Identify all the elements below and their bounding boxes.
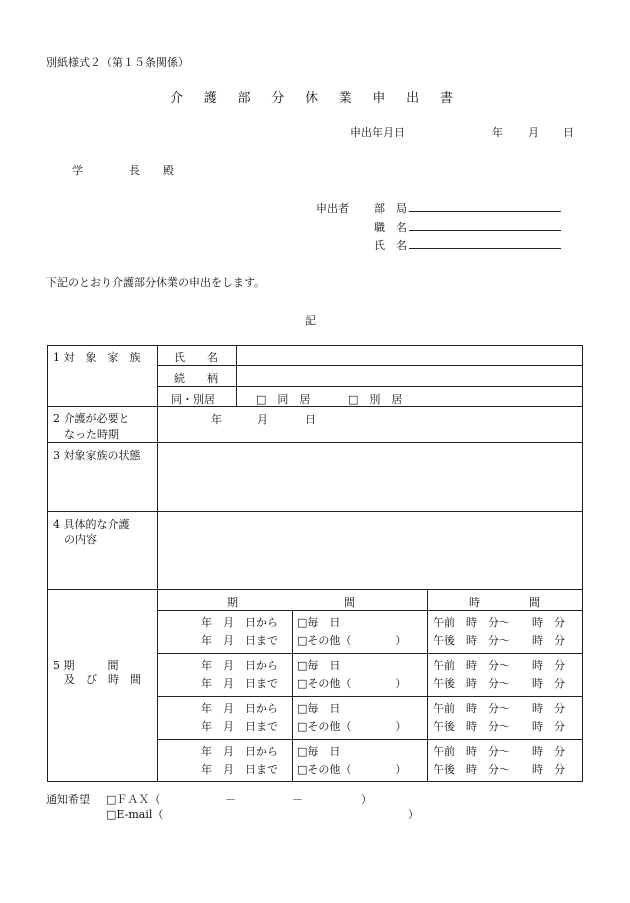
section4-label-line2: の内容 xyxy=(53,533,97,546)
section3-label: 3 対象家族の状態 xyxy=(53,449,141,462)
title-char: 護 xyxy=(203,91,217,106)
family-name-field[interactable] xyxy=(240,347,580,364)
period-to[interactable]: 年 月 日まで xyxy=(201,720,278,733)
applicant-dept-field[interactable] xyxy=(409,211,561,212)
time-pm[interactable]: 午後 時 分～ 時 分 xyxy=(433,763,565,776)
applicant-label: 申出者 xyxy=(316,202,349,215)
addressee-char-2: 長 xyxy=(129,164,140,177)
date-day[interactable]: 日 xyxy=(563,126,574,139)
email-checkbox[interactable]: □E-mail（ xyxy=(106,808,164,821)
section1-label: 1 対 象 家 族 xyxy=(53,351,141,364)
fax-close: ） xyxy=(361,793,372,806)
time-header-char2: 間 xyxy=(529,596,540,609)
time-am[interactable]: 午前 時 分～ 時 分 xyxy=(433,659,565,672)
fax-dash-2: － xyxy=(292,793,303,806)
period-to[interactable]: 年 月 日まで xyxy=(201,763,278,776)
title-char: 介 xyxy=(170,91,184,106)
time-am[interactable]: 午前 時 分～ 時 分 xyxy=(433,616,565,629)
time-am[interactable]: 午前 時 分～ 時 分 xyxy=(433,745,565,758)
applicant-dept-label: 部 局 xyxy=(374,202,407,215)
title-char: 出 xyxy=(406,91,420,106)
period-from[interactable]: 年 月 日から xyxy=(201,616,278,629)
applicant-name-label: 氏 名 xyxy=(374,239,407,252)
every-day-checkbox[interactable]: □毎 日 xyxy=(297,616,341,629)
notify-label: 通知希望 xyxy=(46,793,90,806)
period-from[interactable]: 年 月 日から xyxy=(201,702,278,715)
title-char: 業 xyxy=(338,91,352,106)
date-year[interactable]: 年 xyxy=(492,126,503,139)
section2-label-line1: 2 介護が必要と xyxy=(53,412,130,425)
applicant-title-field[interactable] xyxy=(409,230,561,231)
family-condition-field[interactable] xyxy=(160,445,580,508)
every-day-checkbox[interactable]: □毎 日 xyxy=(297,702,341,715)
time-header-char1: 時 xyxy=(469,596,480,609)
period-to[interactable]: 年 月 日まで xyxy=(201,634,278,647)
every-day-checkbox[interactable]: □毎 日 xyxy=(297,659,341,672)
every-day-checkbox[interactable]: □毎 日 xyxy=(297,745,341,758)
care-content-field[interactable] xyxy=(160,514,580,586)
relationship-label: 続 柄 xyxy=(174,372,218,385)
title-char: 分 xyxy=(271,91,285,106)
date-label: 申出年月日 xyxy=(350,126,405,139)
other-checkbox[interactable]: □その他（ ） xyxy=(297,677,407,690)
applicant-name-field[interactable] xyxy=(409,248,561,249)
s2-day[interactable]: 日 xyxy=(305,413,316,426)
relationship-field[interactable] xyxy=(240,368,580,384)
other-checkbox[interactable]: □その他（ ） xyxy=(297,634,407,647)
ki-heading: 記 xyxy=(305,314,316,327)
cohabit-checkbox[interactable]: □ 同 居 xyxy=(256,393,311,406)
s2-year[interactable]: 年 xyxy=(211,413,222,426)
intro-text: 下記のとおり介護部分休業の申出をします。 xyxy=(46,276,266,289)
other-checkbox[interactable]: □その他（ ） xyxy=(297,763,407,776)
period-header-char2: 間 xyxy=(344,596,355,609)
document-title xyxy=(170,87,453,106)
section4-label-line1: 4 具体的な介護 xyxy=(53,518,130,531)
time-pm[interactable]: 午後 時 分～ 時 分 xyxy=(433,677,565,690)
addressee-char-1: 学 xyxy=(72,164,83,177)
fax-dash-1: － xyxy=(225,793,236,806)
date-month[interactable]: 月 xyxy=(528,126,539,139)
period-to[interactable]: 年 月 日まで xyxy=(201,677,278,690)
section2-label-line2: なった時期 xyxy=(53,428,119,441)
section5-label-line1: 5 期 間 xyxy=(53,659,119,672)
form-reference: 別紙様式２（第１５条関係） xyxy=(46,56,189,69)
period-from[interactable]: 年 月 日から xyxy=(201,659,278,672)
family-name-label: 氏 名 xyxy=(174,351,218,364)
applicant-title-label: 職 名 xyxy=(374,221,407,234)
section5-label-line2: 及 び 時 間 xyxy=(53,673,141,686)
other-checkbox[interactable]: □その他（ ） xyxy=(297,720,407,733)
period-from[interactable]: 年 月 日から xyxy=(201,745,278,758)
title-char: 申 xyxy=(372,91,386,106)
fax-checkbox[interactable]: □ＦＡＸ（ xyxy=(106,793,161,806)
time-pm[interactable]: 午後 時 分～ 時 分 xyxy=(433,634,565,647)
title-char: 書 xyxy=(439,91,453,106)
separate-checkbox[interactable]: □ 別 居 xyxy=(348,393,403,406)
s2-month[interactable]: 月 xyxy=(257,413,268,426)
cohabitation-label: 同・別居 xyxy=(171,393,215,406)
title-char: 休 xyxy=(304,91,318,106)
period-header-char1: 期 xyxy=(227,596,238,609)
email-close: ） xyxy=(408,808,419,821)
addressee-char-3: 殿 xyxy=(163,164,174,177)
time-am[interactable]: 午前 時 分～ 時 分 xyxy=(433,702,565,715)
time-pm[interactable]: 午後 時 分～ 時 分 xyxy=(433,720,565,733)
title-char: 部 xyxy=(237,91,251,106)
